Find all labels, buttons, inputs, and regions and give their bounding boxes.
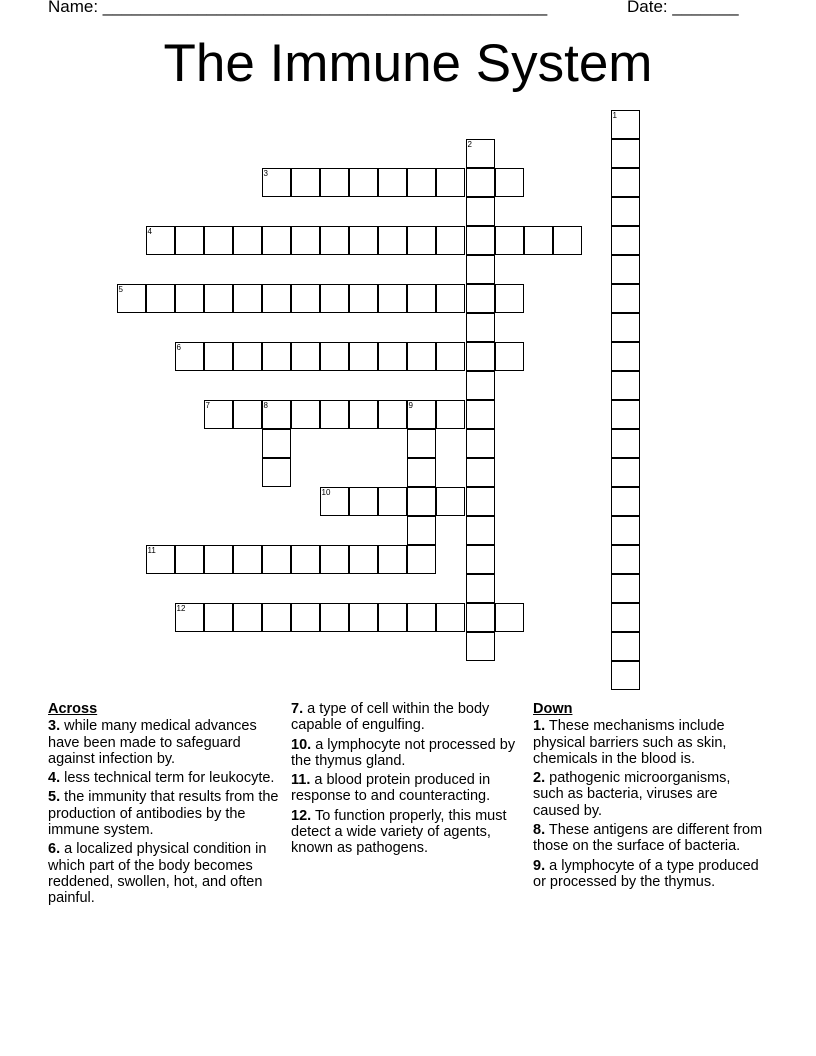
- grid-cell[interactable]: [262, 168, 291, 197]
- name-field: Name: _______________________________________________: [48, 0, 548, 16]
- grid-cell[interactable]: [611, 603, 640, 632]
- grid-cell[interactable]: [291, 226, 320, 255]
- grid-cell[interactable]: [611, 545, 640, 574]
- grid-cell[interactable]: [262, 284, 291, 313]
- grid-cell[interactable]: [378, 342, 407, 371]
- cell-number: 12: [176, 603, 186, 613]
- grid-cell[interactable]: [553, 226, 582, 255]
- grid-cell[interactable]: [407, 429, 436, 458]
- grid-cell[interactable]: [233, 603, 262, 632]
- cell-number: 9: [408, 400, 413, 410]
- grid-cell[interactable]: [436, 400, 465, 429]
- grid-cell[interactable]: [407, 342, 436, 371]
- across-heading: Across: [48, 701, 98, 717]
- grid-cell[interactable]: [233, 226, 262, 255]
- grid-cell[interactable]: [262, 603, 291, 632]
- grid-cell[interactable]: [233, 342, 262, 371]
- grid-cell[interactable]: [320, 168, 349, 197]
- grid-cell[interactable]: [466, 458, 495, 487]
- grid-cell[interactable]: [466, 197, 495, 226]
- clue-across-7: 7. a type of cell within the body capable of engulfing.: [291, 701, 490, 734]
- grid-cell[interactable]: [611, 139, 640, 168]
- grid-cell[interactable]: [262, 545, 291, 574]
- grid-cell[interactable]: [466, 342, 495, 371]
- grid-cell[interactable]: [349, 168, 378, 197]
- grid-cell[interactable]: [291, 400, 320, 429]
- grid-cell[interactable]: [320, 400, 349, 429]
- cell-number: 11: [147, 545, 156, 555]
- grid-cell[interactable]: [436, 226, 465, 255]
- grid-cell[interactable]: [291, 342, 320, 371]
- grid-cell[interactable]: [407, 168, 436, 197]
- grid-cell[interactable]: [378, 168, 407, 197]
- grid-cell[interactable]: [262, 429, 291, 458]
- grid-cell[interactable]: [466, 255, 495, 284]
- clue-down-2: 2. pathogenic microorganisms, such as bacteria, viruses are caused by.: [533, 770, 731, 819]
- grid-cell[interactable]: [146, 284, 175, 313]
- grid-cell[interactable]: [466, 545, 495, 574]
- grid-cell[interactable]: [407, 545, 436, 574]
- grid-cell[interactable]: [349, 342, 378, 371]
- grid-cell[interactable]: [320, 545, 349, 574]
- cell-number: 2: [467, 139, 472, 149]
- grid-cell[interactable]: [436, 487, 465, 516]
- clue-down-9: 9. a lymphocyte of a type produced or processed by the thymus.: [533, 857, 759, 890]
- grid-cell[interactable]: [233, 400, 262, 429]
- grid-cell[interactable]: [146, 226, 175, 255]
- grid-cell[interactable]: [611, 342, 640, 371]
- grid-cell[interactable]: [291, 284, 320, 313]
- clue-across-5: 5. the immunity that results from the production of antibodies by the immune system.: [48, 789, 279, 839]
- cell-number: 1: [612, 110, 617, 120]
- grid-cell[interactable]: [204, 342, 233, 371]
- across-clues: [48, 701, 280, 910]
- grid-cell[interactable]: [466, 516, 495, 545]
- grid-cell[interactable]: [407, 603, 436, 632]
- grid-cell[interactable]: [320, 342, 349, 371]
- grid-cell[interactable]: [466, 400, 495, 429]
- grid-cell[interactable]: [611, 168, 640, 197]
- grid-cell[interactable]: [495, 168, 524, 197]
- grid-cell[interactable]: [436, 603, 465, 632]
- grid-cell[interactable]: [378, 400, 407, 429]
- grid-cell[interactable]: [407, 487, 436, 516]
- grid-cell[interactable]: [611, 458, 640, 487]
- down-heading: Down: [533, 701, 573, 717]
- across-clues-continued: [291, 701, 516, 860]
- grid-cell[interactable]: [378, 226, 407, 255]
- clue-across-12: 12. To function properly, this must detect a wide variety of agents, known as pathogens.: [291, 807, 507, 857]
- grid-cell[interactable]: [466, 632, 495, 661]
- grid-cell[interactable]: [204, 284, 233, 313]
- grid-cell[interactable]: [611, 574, 640, 603]
- grid-cell[interactable]: [495, 226, 524, 255]
- grid-cell[interactable]: [466, 168, 495, 197]
- clue-across-11: 11. a blood protein produced in response to and counteracting.: [291, 772, 491, 805]
- grid-cell[interactable]: [466, 371, 495, 400]
- grid-cell[interactable]: [262, 226, 291, 255]
- grid-cell[interactable]: [349, 400, 378, 429]
- grid-cell[interactable]: [611, 313, 640, 342]
- grid-cell[interactable]: [204, 226, 233, 255]
- grid-cell[interactable]: [349, 226, 378, 255]
- clue-across-10: 10. a lymphocyte not processed by the thymus gland.: [291, 736, 516, 769]
- grid-cell[interactable]: [407, 284, 436, 313]
- cell-number: 4: [147, 226, 152, 236]
- page-title: The Immune System: [163, 34, 653, 93]
- grid-cell[interactable]: [524, 226, 553, 255]
- grid-cell[interactable]: [175, 342, 204, 371]
- cell-number: 5: [118, 284, 123, 294]
- grid-cell[interactable]: [204, 545, 233, 574]
- grid-cell[interactable]: [378, 284, 407, 313]
- grid-cell[interactable]: [466, 226, 495, 255]
- grid-cell[interactable]: [611, 400, 640, 429]
- grid-cell[interactable]: [204, 603, 233, 632]
- grid-cell[interactable]: [262, 400, 291, 429]
- clue-across-3: 3. while many medical advances have been made to safeguard against infection by.: [48, 718, 257, 767]
- grid-cell[interactable]: [611, 371, 640, 400]
- clue-down-8: 8. These antigens are different from those on the surface of bacteria.: [533, 822, 763, 855]
- grid-cell[interactable]: [378, 545, 407, 574]
- grid-cell[interactable]: [349, 603, 378, 632]
- grid-cell[interactable]: [175, 603, 204, 632]
- grid-cell[interactable]: [611, 661, 640, 690]
- grid-cell[interactable]: [175, 226, 204, 255]
- grid-cell[interactable]: [611, 197, 640, 226]
- cell-number: 6: [176, 342, 181, 352]
- grid-cell[interactable]: [466, 487, 495, 516]
- grid-cell[interactable]: [233, 284, 262, 313]
- grid-cell[interactable]: [611, 516, 640, 545]
- grid-cell[interactable]: [233, 545, 262, 574]
- grid-cell[interactable]: [175, 545, 204, 574]
- grid-cell[interactable]: [611, 284, 640, 313]
- clue-down-1: 1. These mechanisms include physical barriers such as skin, chemicals in the blood is.: [533, 718, 727, 767]
- grid-cell[interactable]: [407, 400, 436, 429]
- clue-across-4: 4. less technical term for leukocyte.: [48, 770, 275, 787]
- grid-cell[interactable]: [262, 342, 291, 371]
- grid-cell[interactable]: [611, 487, 640, 516]
- cell-number: 7: [205, 400, 210, 410]
- grid-cell[interactable]: [349, 487, 378, 516]
- grid-cell[interactable]: [320, 226, 349, 255]
- grid-cell[interactable]: [407, 226, 436, 255]
- grid-cell[interactable]: [466, 313, 495, 342]
- grid-cell[interactable]: [291, 545, 320, 574]
- grid-cell[interactable]: [291, 603, 320, 632]
- grid-cell[interactable]: [320, 284, 349, 313]
- grid-cell[interactable]: [495, 342, 524, 371]
- grid-cell[interactable]: [378, 603, 407, 632]
- grid-cell[interactable]: [436, 284, 465, 313]
- grid-cell[interactable]: [349, 545, 378, 574]
- grid-cell[interactable]: [320, 603, 349, 632]
- grid-cell[interactable]: [175, 284, 204, 313]
- grid-cell[interactable]: [611, 429, 640, 458]
- grid-cell[interactable]: [436, 168, 465, 197]
- clue-across-6: 6. a localized physical condition in which part of the body becomes reddened, swollen, hot, and often painful.: [48, 841, 267, 907]
- grid-cell[interactable]: [407, 458, 436, 487]
- grid-cell[interactable]: [611, 255, 640, 284]
- grid-cell[interactable]: [320, 487, 349, 516]
- grid-cell[interactable]: [466, 603, 495, 632]
- grid-cell[interactable]: [204, 400, 233, 429]
- grid-cell[interactable]: [349, 284, 378, 313]
- grid-cell[interactable]: [466, 284, 495, 313]
- cell-number: 10: [321, 487, 331, 497]
- grid-cell[interactable]: [495, 603, 524, 632]
- grid-cell[interactable]: [611, 226, 640, 255]
- down-clues: [533, 701, 765, 893]
- grid-cell[interactable]: [262, 458, 291, 487]
- grid-cell[interactable]: [611, 110, 640, 139]
- grid-cell[interactable]: [117, 284, 146, 313]
- grid-cell[interactable]: [291, 168, 320, 197]
- date-field: Date: _______: [627, 0, 739, 16]
- grid-cell[interactable]: [378, 487, 407, 516]
- grid-cell[interactable]: [466, 139, 495, 168]
- grid-cell[interactable]: [466, 429, 495, 458]
- grid-cell[interactable]: [146, 545, 175, 574]
- grid-cell[interactable]: [611, 632, 640, 661]
- cell-number: 8: [263, 400, 268, 410]
- grid-cell[interactable]: [407, 516, 436, 545]
- grid-cell[interactable]: [466, 574, 495, 603]
- cell-number: 3: [263, 168, 268, 178]
- grid-cell[interactable]: [436, 342, 465, 371]
- grid-cell[interactable]: [495, 284, 524, 313]
